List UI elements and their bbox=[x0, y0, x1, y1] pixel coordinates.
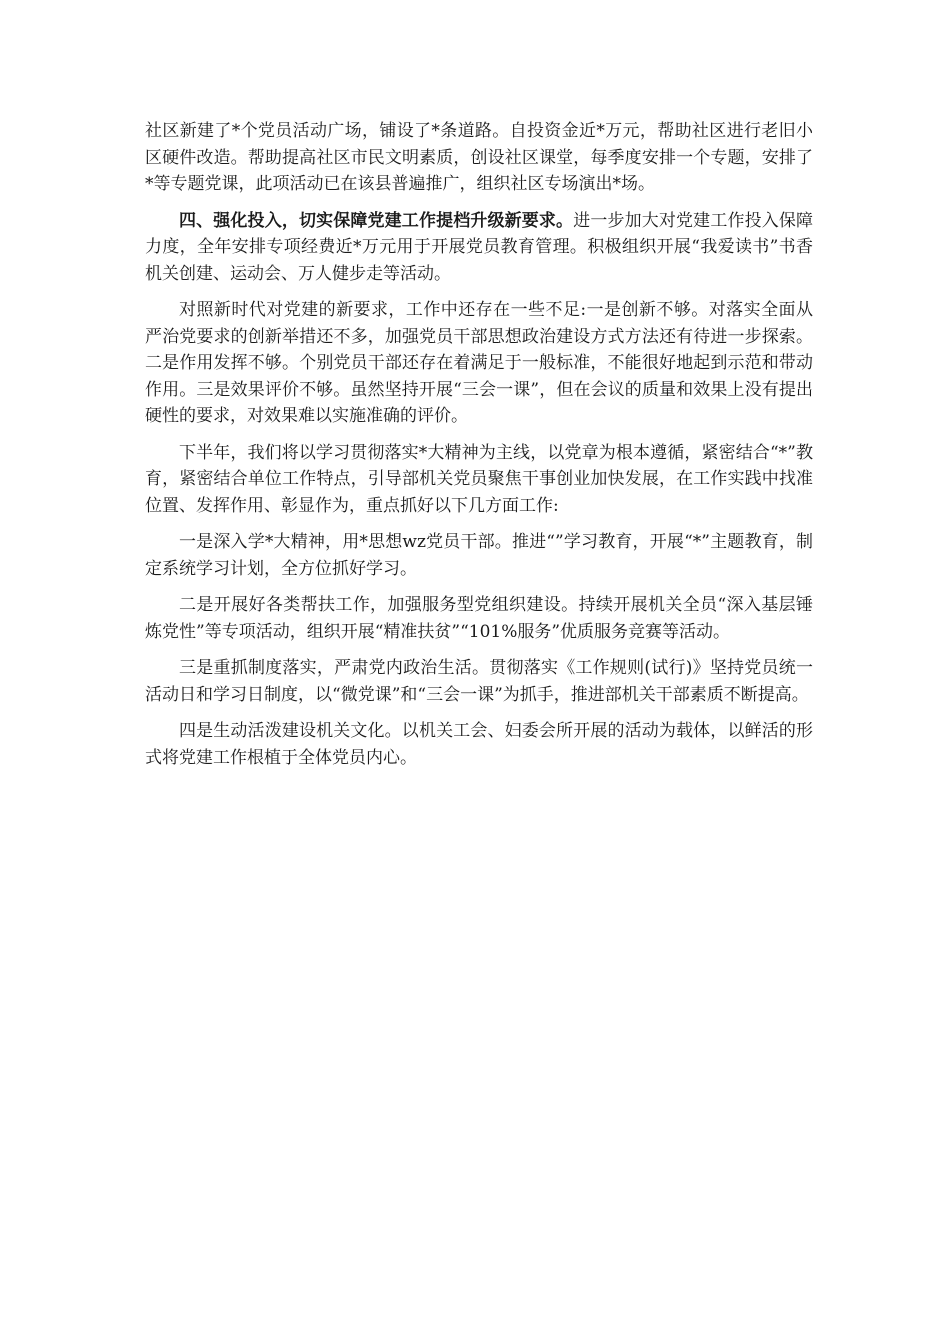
document-body bbox=[145, 118, 813, 781]
paragraph-second-half-plan bbox=[145, 440, 813, 520]
paragraph-text: 三是重抓制度落实，严肃党内政治生活。贯彻落实《工作规则(试行)》坚持党员统一活动日和学习日制度，以“微党课”和“三会一课”为抓手，推进部机关干部素质不断提高。 bbox=[145, 658, 813, 705]
paragraph-text: 进一步加大对党建工作投入保障力度，全年安排专项经费近*万元用于开展党员教育管理。积极组织开展“我爱读书”书香机关创建、运动会、万人健步走等活动。 bbox=[145, 210, 814, 284]
paragraph-text: 二是开展好各类帮扶工作，加强服务型党组织建设。持续开展机关全员“深入基层锤炼党性”等专项活动，组织开展“精准扶贫”“101%服务”优质服务竞赛等活动。 bbox=[145, 595, 813, 642]
paragraph-text: 对照新时代对党建的新要求，工作中还存在一些不足:一是创新不够。对落实全面从严治党要求的创新举措还不多，加强党员干部思想政治建设方式方法还有待进一步探索。二是作用发挥不够。个别党员干部还存在着满足于一般标准，不能很好地起到示范和带动作用。三是效果评价不够。虽然坚持开展“三会一课”，但在会议的质量和效果上没有提出硬性的要求，对效果难以实施准确的评价。 bbox=[145, 300, 813, 426]
paragraph-text: 下半年，我们将以学习贯彻落实*大精神为主线，以党章为根本遵循，紧密结合“*”教育，紧密结合单位工作特点，引导部机关党员聚焦干事创业加快发展，在工作实践中找准位置、发挥作用、彰显作为，重点抓好以下几方面工作: bbox=[145, 442, 813, 516]
paragraph-plan-item-3 bbox=[145, 655, 813, 708]
paragraph-text: 四是生动活泼建设机关文化。以机关工会、妇委会所开展的活动为载体，以鲜活的形式将党建工作根植于全体党员内心。 bbox=[145, 721, 813, 768]
paragraph-plan-item-4 bbox=[145, 718, 813, 771]
paragraph-plan-item-1 bbox=[145, 529, 813, 582]
paragraph-text: 一是深入学*大精神，用*思想wz党员干部。推进“”学习教育，开展“*”主题教育，制定系统学习计划，全方位抓好学习。 bbox=[145, 532, 813, 579]
paragraph-text: 社区新建了*个党员活动广场，铺设了*条道路。自投资金近*万元，帮助社区进行老旧小区硬件改造。帮助提高社区市民文明素质，创设社区课堂，每季度安排一个专题，安排了*等专题党课，此项活动已在该县普遍推广，组织社区专场演出*场。 bbox=[145, 121, 813, 194]
paragraph-shortcomings bbox=[145, 297, 813, 430]
paragraph-community-projects bbox=[145, 118, 813, 198]
section-heading: 四、强化投入，切实保障党建工作提档升级新要求。 bbox=[179, 210, 574, 231]
paragraph-section-four bbox=[145, 208, 813, 288]
paragraph-plan-item-2 bbox=[145, 592, 813, 645]
